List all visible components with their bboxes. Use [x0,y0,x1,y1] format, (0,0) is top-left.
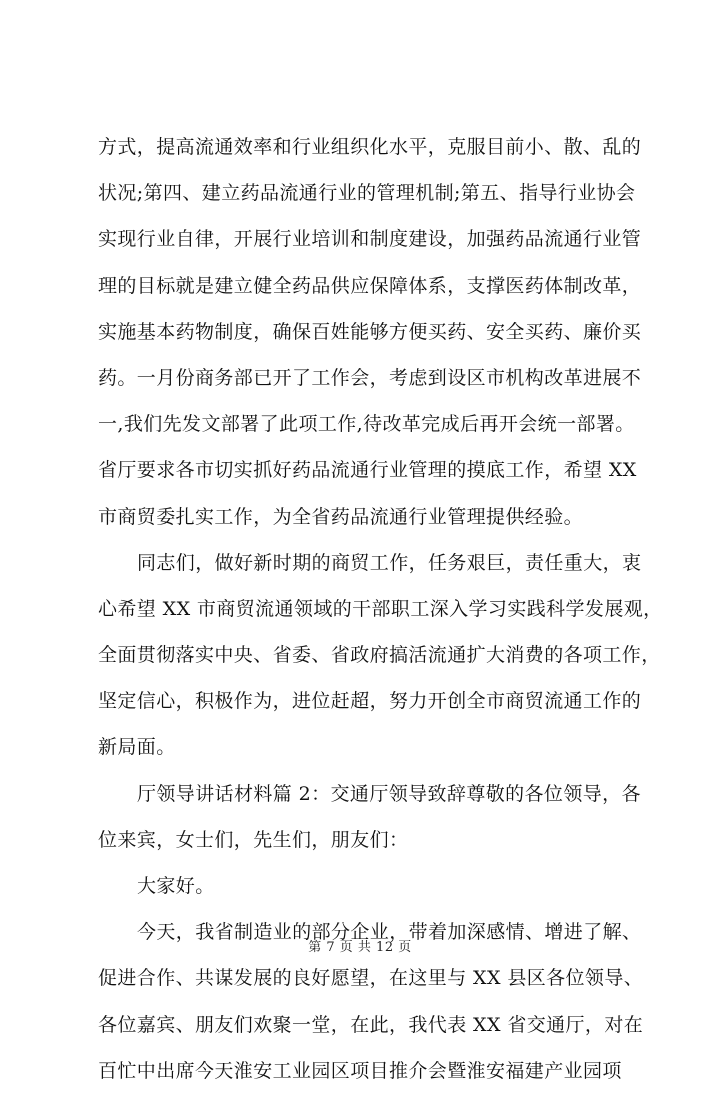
paragraph-start-line: 厅领导讲话材料篇 2：交通厅领导致辞尊敬的各位领导，各 [137,782,641,805]
text-line: 理的目标就是建立健全药品供应保障体系，支撑医药体制改革， [98,274,642,297]
text-line: 药。一月份商务部已开了工作会，考虑到设区市机构改革进展不 [98,366,642,389]
text-line: 坚定信心，积极作为，进位赶超，努力开创全市商贸流通工作的 [98,690,642,713]
text-line: 实现行业自律，开展行业培训和制度建设，加强药品流通行业管 [98,228,642,251]
text-line: 心希望 XX 市商贸流通领域的干部职工深入学习实践科学发展观， [98,597,663,620]
text-line: 省厅要求各市切实抓好药品流通行业管理的摸底工作，希望 XX [98,459,637,482]
text-line: 市商贸委扎实工作，为全省药品流通行业管理提供经验。 [98,505,584,528]
text-line: 百忙中出席今天淮安工业园区项目推介会暨淮安福建产业园项 [98,1059,622,1082]
text-line: 各位嘉宾、朋友们欢聚一堂，在此，我代表 XX 省交通厅，对在 [98,1013,644,1036]
text-line: 实施基本药物制度，确保百姓能够方便买药、安全买药、廉价买 [98,320,642,343]
text-line: 全面贯彻落实中央、省委、省政府搞活流通扩大消费的各项工作， [98,644,661,667]
paragraph-start-line: 大家好。 [137,875,215,897]
text-line: 位来宾，女士们，先生们，朋友们： [98,828,409,851]
paragraph-start-line: 今天，我省制造业的部分企业，带着加深感情、增进了解、 [137,921,642,944]
page-footer: 第 7 页 共 12 页 [308,940,412,955]
text-line: 方式，提高流通效率和行业组织化水平，克服目前小、散、乱的 [98,136,642,158]
text-line: 一,我们先发文部署了此项工作,待改革完成后再开会统一部署。 [98,413,635,436]
paragraph-start-line: 同志们，做好新时期的商贸工作，任务艰巨，责任重大，衷 [137,551,642,574]
text-line: 促进合作、共谋发展的良好愿望，在这里与 XX 县区各位领导、 [98,967,644,990]
text-line: 新局面。 [98,736,176,759]
text-line: 状况;第四、建立药品流通行业的管理机制;第五、指导行业协会 [98,182,636,205]
